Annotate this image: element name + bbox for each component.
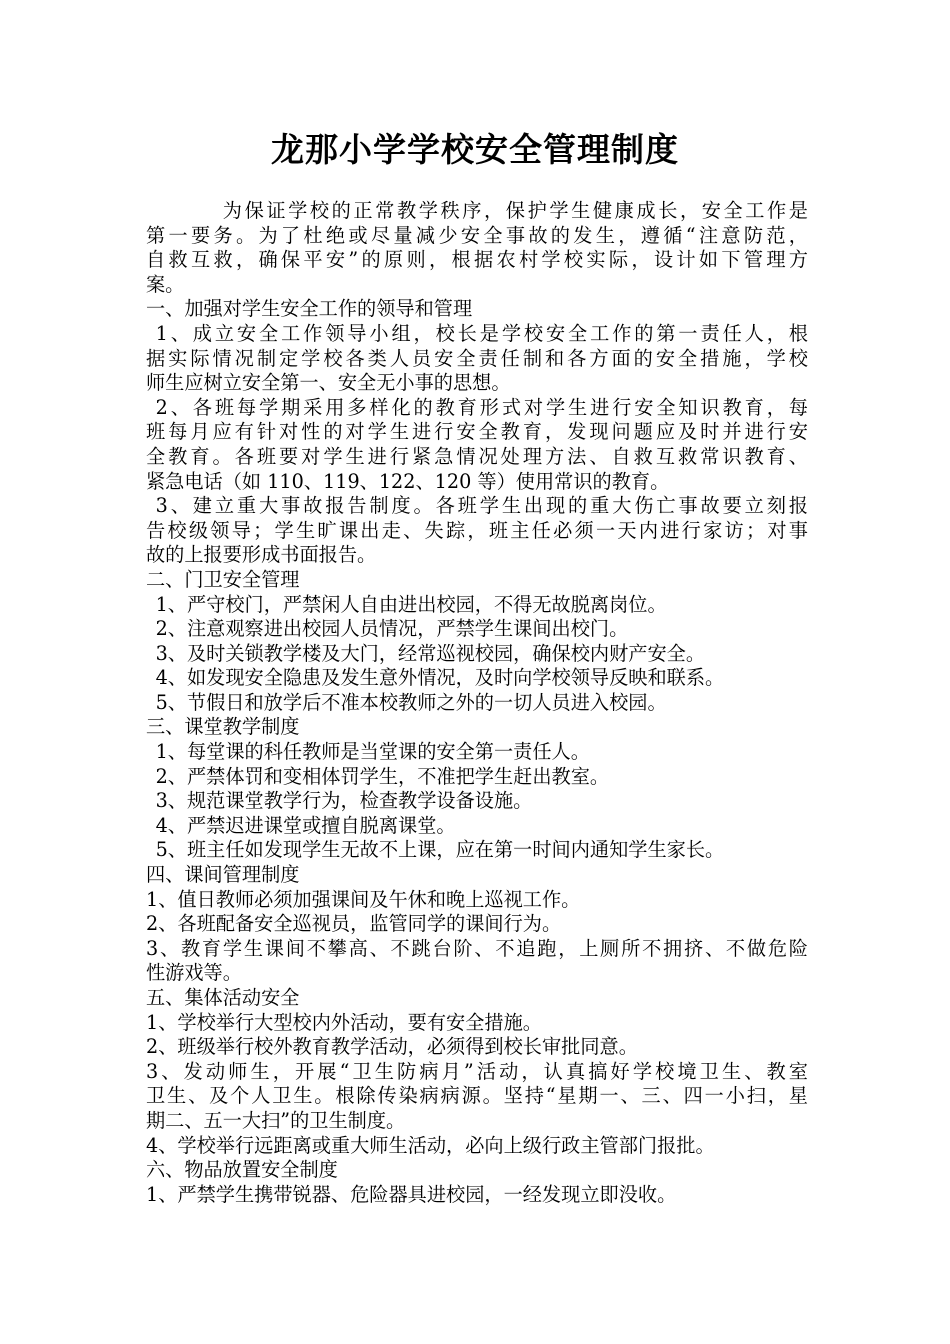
text-line: 1、每堂课的科任教师是当堂课的安全第一责任人。 [155, 740, 590, 764]
text-line: 4、学校举行远距离或重大师生活动，必向上级行政主管部门报批。 [146, 1133, 715, 1157]
text-line: 故的上报要形成书面报告。 [146, 543, 377, 567]
text-line: 1、严禁学生携带锐器、危险器具进校园，一经发现立即没收。 [146, 1182, 677, 1206]
text-line: 四、课间管理制度 [146, 863, 300, 887]
text-line: 1、值日教师必须加强课间及午休和晚上巡视工作。 [146, 887, 581, 911]
text-line: 全教育。各班要对学生进行紧急情况处理方法、自救互救常识教育、 [146, 444, 808, 468]
text-line: 1、学校举行大型校内外活动，要有安全措施。 [146, 1010, 542, 1034]
text-line: 卫生、及个人卫生。根除传染病病源。坚持“星期一、三、四一小扫，星 [146, 1084, 808, 1108]
document-title: 龙那小学学校安全管理制度 [271, 130, 679, 169]
text-line: 2、各班配备安全巡视员，监管同学的课间行为。 [146, 912, 562, 936]
text-line: 自救互救，确保平安”的原则，根据农村学校实际，设计如下管理方 [146, 248, 808, 272]
text-line: 2、注意观察进出校园人员情况，严禁学生课间出校门。 [155, 617, 629, 641]
text-line: 告校级领导；学生旷课出走、失踪，班主任必须一天内进行家访；对事 [146, 518, 808, 542]
text-line: 性游戏等。 [146, 961, 242, 985]
text-line: 六、物品放置安全制度 [146, 1158, 338, 1182]
text-line: 为保证学校的正常教学秩序，保护学生健康成长，安全工作是 [222, 199, 808, 222]
text-line: 一、加强对学生安全工作的领导和管理 [146, 297, 473, 321]
text-line: 5、班主任如发现学生无故不上课，应在第一时间内通知学生家长。 [155, 838, 725, 862]
text-line: 2、班级举行校外教育教学活动，必须得到校长审批同意。 [146, 1035, 638, 1059]
text-line: 五、集体活动安全 [146, 986, 300, 1009]
text-line: 第一要务。为了杜绝或尽量减少安全事故的发生，遵循“注意防范， [146, 223, 808, 247]
text-line: 案。 [146, 272, 185, 296]
text-line: 3、及时关锁教学楼及大门，经常巡视校园，确保校内财产安全。 [155, 641, 706, 665]
text-line: 三、课堂教学制度 [146, 715, 300, 739]
text-line: 3、建立重大事故报告制度。各班学生出现的重大伤亡事故要立刻报 [155, 494, 808, 518]
text-line: 2、严禁体罚和变相体罚学生，不准把学生赶出教室。 [155, 764, 610, 788]
text-line: 紧急电话（如 110、119、122、120 等）使用常识的教育。 [146, 469, 670, 493]
text-line: 1、严守校门，严禁闲人自由进出校园，不得无故脱离岗位。 [155, 592, 667, 616]
text-line: 3、教育学生课间不攀高、不跳台阶、不追跑，上厕所不拥挤、不做危险 [146, 936, 808, 960]
text-line: 师生应树立安全第一、安全无小事的思想。 [146, 371, 511, 395]
text-line: 3、规范课堂教学行为，检查教学设备设施。 [155, 789, 533, 813]
text-line: 2、各班每学期采用多样化的教育形式对学生进行安全知识教育，每 [155, 395, 808, 419]
text-line: 据实际情况制定学校各类人员安全责任制和各方面的安全措施，学校 [146, 346, 808, 370]
text-line: 3、发动师生，开展“卫生防病月”活动，认真搞好学校境卫生、教室 [146, 1059, 808, 1083]
text-line: 二、门卫安全管理 [146, 567, 300, 591]
text-line: 4、严禁迟进课堂或擅自脱离课堂。 [155, 813, 456, 837]
document-body [146, 199, 808, 1207]
text-line: 期二、五一大扫”的卫生制度。 [146, 1108, 406, 1132]
text-line: 4、如发现安全隐患及发生意外情况，及时向学校领导反映和联系。 [155, 666, 725, 690]
text-line: 班每月应有针对性的对学生进行安全教育，发现问题应及时并进行安 [146, 420, 808, 444]
text-line: 5、节假日和放学后不准本校教师之外的一切人员进入校园。 [155, 690, 667, 714]
text-line: 1、成立安全工作领导小组，校长是学校安全工作的第一责任人，根 [155, 321, 808, 345]
